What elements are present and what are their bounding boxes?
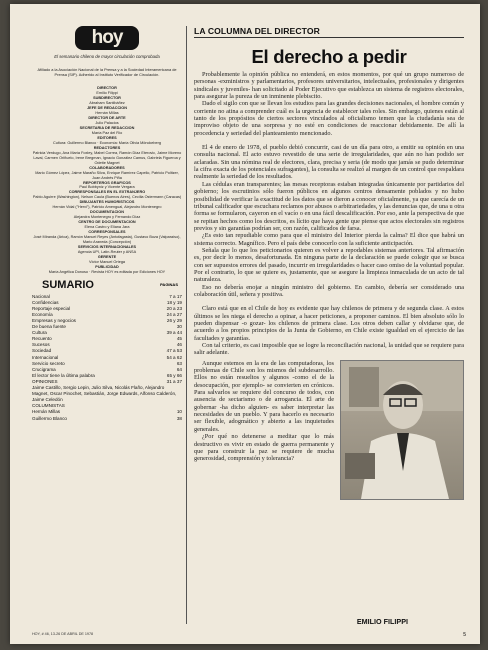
- toc-page: 38: [176, 415, 182, 421]
- article-body: [194, 71, 464, 298]
- toc-row: [32, 416, 182, 422]
- staff-names: Patricia Verdugo, Ana María Foxley, Mabel Correa, Ramón Díaz Eterovic, Jaime Moreno Laval, Carmen Oriñuelo, Irene Bregman, Ignacio González Camus, Gabriela Figueroa y Odette Magnet: [32, 150, 182, 165]
- toc-page: 26 y 29: [166, 318, 182, 323]
- toc-title: Economía: [32, 311, 53, 317]
- staff-names: Hernán Millas: [95, 111, 119, 116]
- page-number: 5: [463, 632, 466, 638]
- toc-title: Guillermo Blanco: [32, 415, 67, 421]
- staff-heading: DOCUMENTACION: [90, 210, 124, 215]
- paragraph: Las cédulas eran transparentes; las mesas receptoras estaban integradas únicamente por partidarios del gobierno; los escrutinios sólo fueron públicos en algunos centros densamente poblados y no hubo posibilidad de verificar la exactitud de los datos que se dieron a conocer oficialmente, ya que carecía de un tribunal calificador que escuchara reclamos por abusos o arbitrariedades, y las denuncias que, de una u otra forma se formularon, cayeron en el vacío o en una fácil descalificación. Por eso, ante la perspectiva de que se repitan hechos como los descritos, es lícito que haya gente que piense que actos electorales sin registros previos y sin garantías podrían ser, con razón, calificados de farsa.: [194, 180, 464, 232]
- toc-title: Sociedad: [32, 348, 52, 354]
- staff-heading: SUBDIRECTOR: [93, 96, 121, 101]
- paragraph: Claro está que en el Chile de hoy es evidente que hay chilenos de primera y de segunda clase. A estos últimos se les niega el derecho a opinar, a hacer peticiones, a proponer caminos. El bien absoluto sólo lo pueden dispensar -o gozar- los chilenos de primera clase. Los otros deben callar y olvidarse que, de acuerdo a los propios principios de la Junta de Gobierno, en Chile existe igualdad en el ejercicio de las facultades y garantías.: [194, 305, 464, 342]
- toc-page: 20 a 23: [166, 305, 182, 311]
- staff-heading: SECRETARIA DE REDACCION: [79, 126, 135, 131]
- toc-page: 18 y 19: [166, 299, 182, 305]
- toc-page: 64: [176, 366, 182, 372]
- toc-title: Confidencias: [32, 299, 59, 305]
- staff-names: Emilio Filippi: [96, 91, 118, 96]
- toc-page: 46: [176, 342, 182, 348]
- author-signature: EMILIO FILIPPI: [356, 617, 408, 626]
- paragraph: ¿Es esto tan repudiable como para que el ministro del Interior pierda la calma? El dice que habrá un sistema correcto. Magnífico. Pero el país debe conocerlo con la suficiente anticipación.: [194, 232, 464, 247]
- toc-title: El lector tiene la última palabra: [32, 372, 95, 378]
- hoy-logo: hoy: [75, 26, 139, 50]
- toc-title: Internacional: [32, 354, 59, 360]
- toc-page: 39 a 44: [166, 330, 182, 336]
- toc-title: Cultura: [32, 330, 47, 336]
- toc-page: 24 a 27: [166, 311, 182, 317]
- article: [194, 26, 464, 632]
- toc-title: Recuento: [32, 336, 52, 342]
- staff-names: Julio Palacios: [95, 121, 119, 126]
- staff-names: Elena Castro y Eliana Jara: [84, 225, 130, 230]
- staff-heading: GERENTE: [97, 254, 117, 259]
- toc-page: 30: [176, 324, 182, 330]
- pages-label: PAGINAS: [160, 281, 178, 287]
- toc-title: Nacional: [32, 293, 50, 299]
- staff-names: Víctor Manuel Ortega: [88, 259, 126, 264]
- staff-heading: JEFE DE REDACCION: [87, 106, 127, 111]
- paragraph: Señala que lo que los peticionarios quieren es volver a repodables sistemas anteriores. Tal afirmación es, por decir lo menos, desafortunada. En ninguna parte de la declaración se puede colegir que se busca con ser supuestos errores del pasado, incurrir en irregularidades o hacer caso omiso de la voluntad popular. Por el contrario, lo que se quiere es, justamente, que se asegure la limpieza inmaculada de un acto de tal naturaleza.: [194, 246, 464, 284]
- staff-heading: EDITORES: [97, 135, 117, 140]
- article-headline: El derecho a pedir: [251, 46, 407, 67]
- toc-page: 31 a 37: [166, 378, 182, 384]
- staff-names: Hernán Vidal ("Hervi"), Patricio Amengual, Alejandro Montenegro: [52, 205, 162, 210]
- paragraph: ¿Por qué no detenerse a meditar que lo más destructivo es vivir en estado de guerra permanente y que para construir la paz se requiere de mucha generosidad, comprensión y tolerancia?: [194, 433, 334, 463]
- staff-list: [32, 86, 182, 274]
- staff-heading: DIRECTOR: [97, 86, 117, 91]
- paragraph: Aunque estemos en la era de las computadoras, los problemas de Chile son los mismos del subdesarrollo. Ellos no están resueltos y algunos -como el de la desocupación, por ejemplo- se convierten en crónicos. Para salvarlos se requiere del concurso de todos, con ausencia de sectarismo o de arrogancia. El arte de gobernar -ha dicho alguien- es saber interpretar las necesidades de un pueblo. Y para hacerlo es necesario ser flexible, adogmático y abierto a las inquietudes generales.: [194, 359, 334, 433]
- staff-names: Abraham Santibáñez: [89, 101, 125, 106]
- paragraph: Probablemente la opinión pública no entenderá, en estos momentos, por qué un grupo numeroso de personas -exministros y parlamentarios, profesores universitarios, intelectuales, profesionales y dirigentes sindicales y juveniles- han solicitado al Poder Ejecutivo que establezca un sistema de registros electorales, para asegurar la pureza de un inminente plebiscito.: [194, 71, 464, 101]
- column-divider: [186, 26, 187, 624]
- paragraph: Dado el sigilo con que se llevan los estudios para las grandes decisiones nacionales, el hombre común y corriente no atina a comprender cuál es la urgencia de establecer tales roles. Sin embargo, quienes están al tanto de los propósitos de ciertos sectores vinculados al oficialismo temen que la ciudadanía sea de improviso objeto de una sorpresa y no esté en condiciones de reaccionar debidamente. De allí la procedencia y seriedad del planteamiento mencionado.: [194, 100, 464, 137]
- toc-page: 65 y 66: [166, 372, 182, 378]
- staff-heading: SERVICIOS INTERNACIONALES: [77, 244, 137, 249]
- toc-title: Sucesos: [32, 342, 50, 348]
- issue-footer: HOY, # 46, 13-26 DE ABRIL DE 1978: [32, 632, 94, 636]
- staff-names: Alejandra Montenegro y Fernando Díaz: [73, 215, 141, 220]
- toc-title: Hernán Millas: [32, 409, 61, 415]
- staff-heading: CORRESPONSALES EN EL EXTRANJERO: [68, 190, 146, 195]
- toc-title: De buena fuente: [32, 324, 66, 330]
- toc-page: 54 a 62: [166, 354, 182, 360]
- staff-heading: REPORTEROS GRAFICOS: [83, 180, 131, 185]
- table-of-contents: [32, 294, 182, 422]
- author-photo: [340, 360, 464, 500]
- staff-names: José Miranda (Arica), Ramón Manuel Reyes (Antofagasta), Gustavo Boza (Valparaíso), Mario Araneda (Concepción): [33, 235, 181, 244]
- paragraph: El 4 de enero de 1978, el pueblo debió concurrir, casi de un día para otro, a emitir su opinión en una consulta nacional. El acto estuvo revestido de una serie de irregularidades, que aún no han podido ser aclaradas. Sin una nómina real de electores, clara, precisa y seria (de modo que jamás se pudo determinar la cifra exacta de los potenciales sufragantes), la consulta se realizó al margen de un control que respaldara realmente la seriedad de los resultados.: [194, 144, 464, 181]
- toc-page: 45: [176, 336, 182, 342]
- staff-names: María Angélica Donoso · Revista HOY es editada por Ediciones HOY: [48, 269, 166, 274]
- tagline: El semanario chileno de mayor circulación comprobada: [54, 54, 160, 59]
- staff-names: Mario Gómez López, Jaime Maraño Silva, Enrique Ramírez Capello, Patricio Politzer, Juan Andrés Piña: [35, 170, 179, 180]
- toc-page: 7 a 17: [169, 293, 182, 299]
- masthead-column: [32, 12, 182, 632]
- staff-heading: REDACTORES: [93, 145, 121, 150]
- staff-heading: DIRECTOR DE ARTE: [88, 116, 126, 121]
- opinion-authors: Jaime Castillo, Sergio Lepin, Julio Silva, Nicolás Flaño, Alejandro Magnet, Oscar Pinochet, Sebastián, Jorge Edwards, Alfonso Calderón, Jaime Celedón: [32, 385, 177, 403]
- staff-names: Agencia UPI, Latin-Reuter y ANSA: [77, 249, 137, 254]
- toc-title: Reportaje especial: [32, 305, 71, 311]
- staff-names: Pablo Aguirre (Washington), Nelson Caula (Buenos Aires), Cecilia Ostermann (Caracas): [32, 195, 182, 200]
- article-body-2: [194, 305, 464, 356]
- magazine-page: [10, 4, 480, 644]
- staff-names: Paul Bobbyniz y Vicente Vergara: [79, 185, 135, 190]
- paragraph: Eso no debería enojar a ningún ministro del gobierno. En cambio, debería ser considerado una colaboración útil, señera y positiva.: [194, 283, 464, 298]
- article-kicker: LA COLUMNA DEL DIRECTOR: [194, 26, 464, 38]
- toc-page: 63: [176, 360, 182, 366]
- staff-heading: PUBLICIDAD: [95, 264, 119, 269]
- paragraph: Con tal criterio, es casi imposible que se logre la reconciliación nacional, la unidad que se requiere para salir adelante.: [194, 342, 464, 357]
- article-body-3: [194, 360, 464, 463]
- toc-title: Empresas y negocios: [32, 318, 76, 323]
- summary-title: SUMARIO: [42, 278, 94, 291]
- toc-page: 47 a 53: [166, 348, 182, 354]
- toc-title: Crucigrama: [32, 366, 56, 372]
- staff-heading: DIBUJANTES HUMORISTICOS: [79, 200, 135, 205]
- toc-title: Servicio secreto: [32, 360, 65, 366]
- staff-names: Cultura: Guillermo Blanco · Economía: María Olivia Mönckeberg: [52, 140, 162, 145]
- columnistas-label: COLUMNISTAS: [32, 403, 65, 409]
- staff-heading: CORRESPONSALES: [88, 230, 126, 235]
- toc-page: 10: [176, 409, 182, 415]
- staff-heading: COLABORADORES: [89, 165, 125, 170]
- staff-names: María Paz del Río: [91, 130, 123, 135]
- staff-heading: CENTRO DE DOCUMENTACION: [78, 220, 136, 225]
- affiliation-note: Afiliado a la Asociación Nacional de la Prensa y a la Sociedad Interamericana de Prensa (SIP). Adherido al Instituto Verificador de Circulación.: [37, 67, 177, 78]
- toc-title: OPINIONES: [32, 378, 58, 384]
